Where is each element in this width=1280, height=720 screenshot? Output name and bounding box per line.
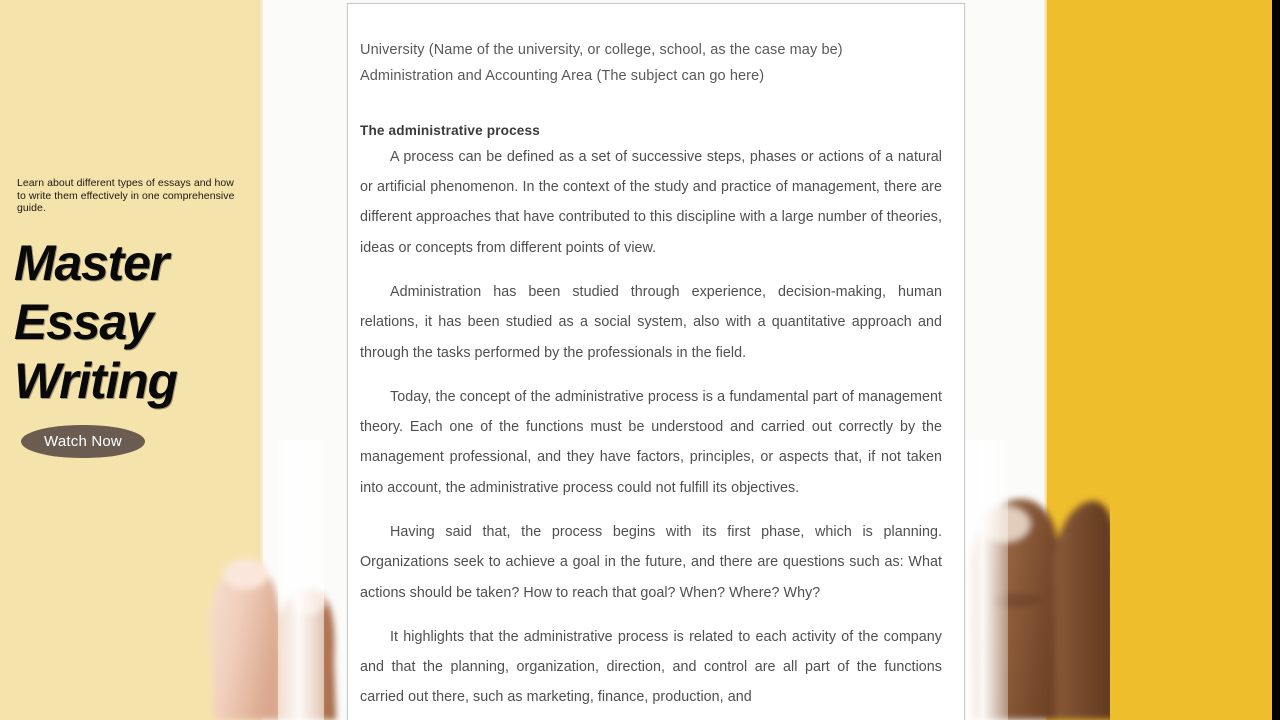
promo-subtitle: Learn about different types of essays and how to write them effectively in one comprehensive guide. <box>17 177 235 214</box>
watch-now-button[interactable]: Watch Now <box>21 425 145 458</box>
document-paragraph: Having said that, the process begins with its first phase, which is planning. Organizations seek to achieve a goal in the future, and there are questions such as: What actions should be taken? How to reach that goal? When? Where? Why? <box>360 524 942 601</box>
document-content <box>348 4 964 713</box>
document-section-heading: The administrative process <box>360 123 540 138</box>
promo-column <box>0 0 263 720</box>
document-page[interactable] <box>347 3 965 720</box>
document-header-line-1: University (Name of the university, or college, school, as the case may be) <box>360 42 843 58</box>
document-header <box>360 38 942 89</box>
document-header-line-2: Administration and Accounting Area (The subject can go here) <box>360 67 765 84</box>
document-paragraph: It highlights that the administrative process is related to each activity of the company and that the planning, organization, direction, and control are all part of the functions carried out there, such as marketing, finance, production, and <box>360 629 942 706</box>
promo-title-line-1: Master <box>14 235 168 291</box>
letterbox-bar-right <box>1272 0 1280 720</box>
right-accent-panel <box>1047 0 1272 720</box>
document-paragraph: Administration has been studied through experience, decision-making, human relations, it has been studied as a social system, also with a quantitative approach and through the tasks performed by the professionals in the field. <box>360 284 942 361</box>
promo-title <box>14 234 259 411</box>
document-paragraph: Today, the concept of the administrative process is a fundamental part of management theory. Each one of the functions must be understood and carried out correctly by the management professional, and they have factors, principles, or aspects that, if not taken into account, the administrative process could not fulfill its objectives. <box>360 389 942 496</box>
promo-title-line-2: Essay <box>14 294 153 350</box>
document-paragraph: A process can be defined as a set of successive steps, phases or actions of a natural or artificial phenomenon. In the context of the study and practice of management, there are different approaches that have contributed to this discipline with a large number of theories, ideas or concepts from different points of view. <box>360 149 942 256</box>
promo-title-line-3: Writing <box>14 353 177 409</box>
